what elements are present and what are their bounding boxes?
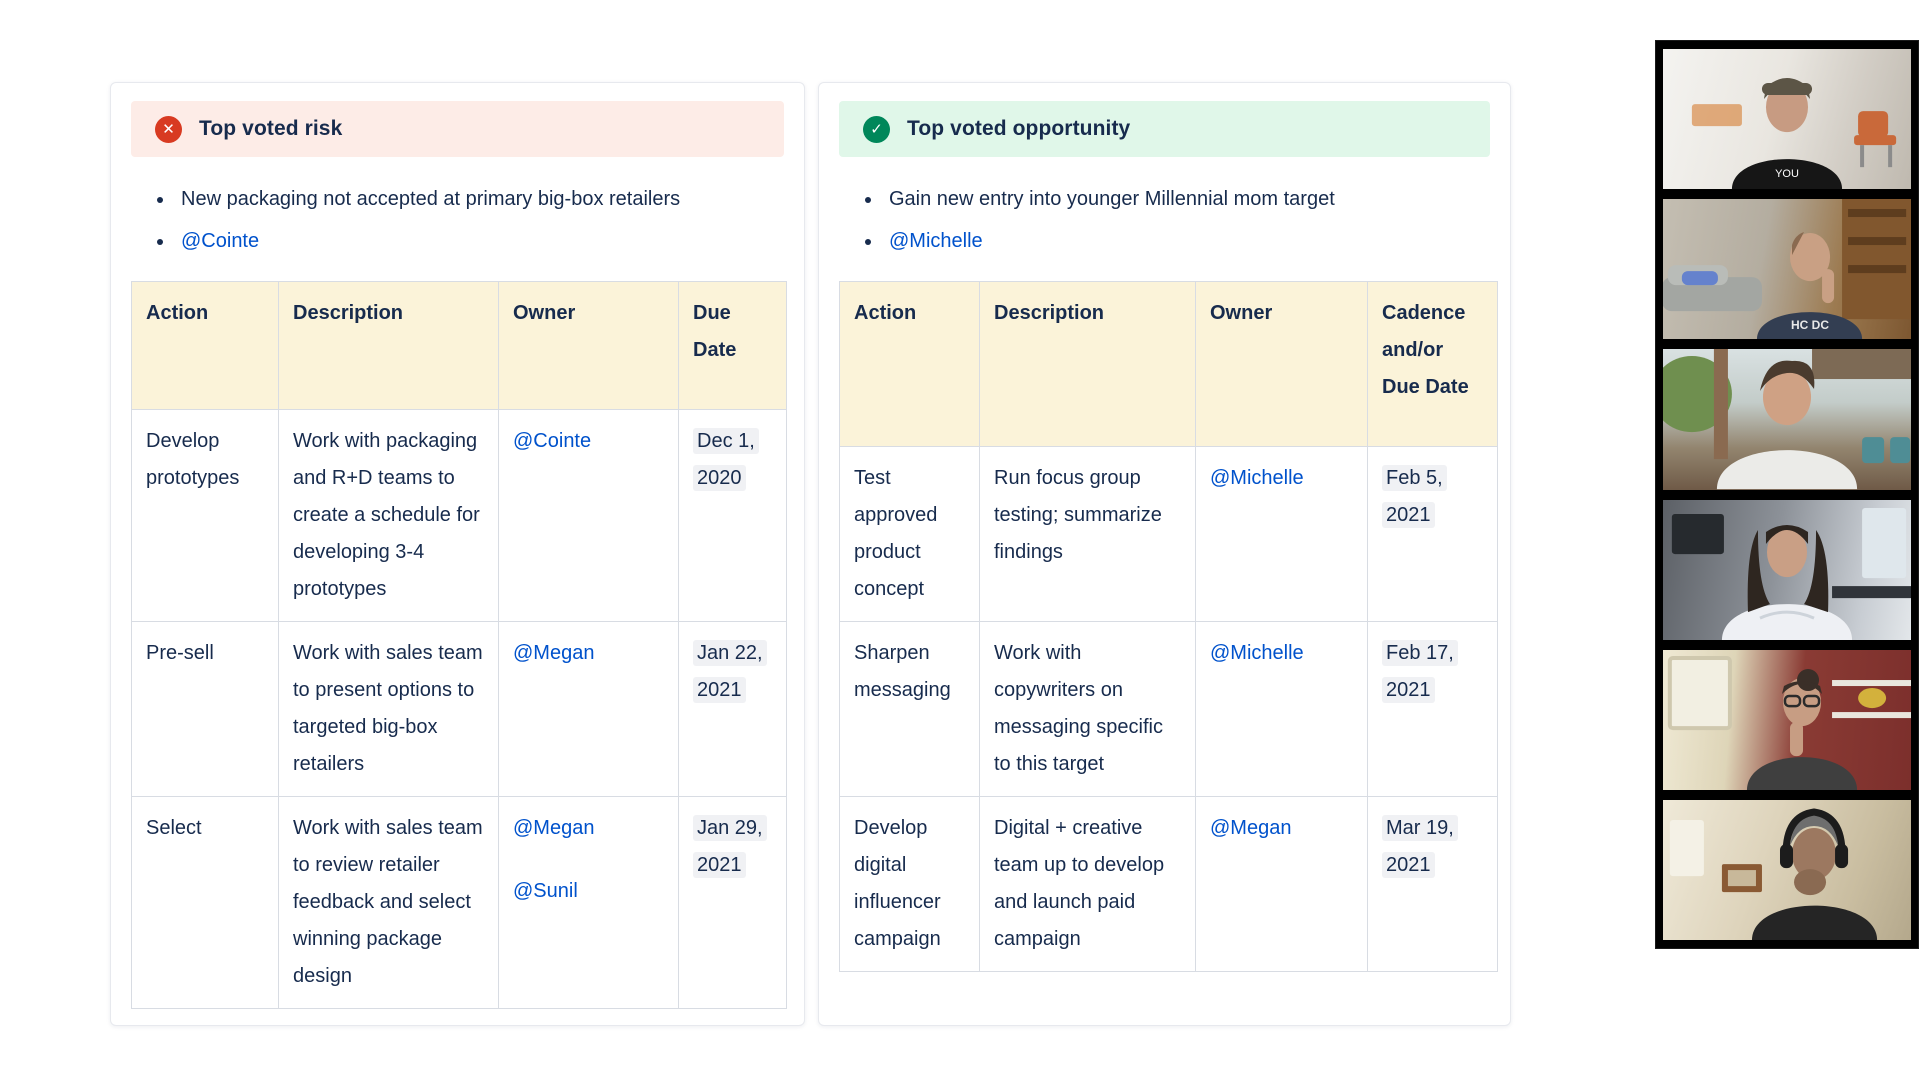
participant-video-4[interactable] <box>1663 500 1911 640</box>
opportunity-bullet-list <box>883 183 1490 258</box>
opportunity-panel <box>818 82 1511 1026</box>
description-cell: Work with packaging and R+D teams to create a schedule for developing 3-4 prototypes <box>279 410 499 622</box>
participant-video-3[interactable] <box>1663 349 1911 489</box>
risk-panel <box>110 82 805 1026</box>
owner-cell <box>1196 447 1368 622</box>
table-header-row <box>132 282 787 410</box>
description-cell: Run focus group testing; summarize findings <box>980 447 1196 622</box>
risk-banner-title: Top voted risk <box>199 117 343 140</box>
description-cell: Digital + creative team up to develop and launch paid campaign <box>980 797 1196 972</box>
action-cell: Select <box>132 797 279 1009</box>
table-row <box>840 622 1498 797</box>
column-header-cadence-due-date: Cadence and/or Due Date <box>1368 282 1498 447</box>
opportunity-banner <box>839 101 1490 157</box>
column-header-due-date: Due Date <box>679 282 787 410</box>
mention-link-michelle[interactable]: @Michelle <box>1210 467 1304 489</box>
participant-video-2[interactable] <box>1663 199 1911 339</box>
column-header-description: Description <box>980 282 1196 447</box>
participant-video-1[interactable] <box>1663 49 1911 189</box>
mention-link-megan[interactable]: @Megan <box>513 817 595 839</box>
list-item <box>883 225 1490 258</box>
risk-banner <box>131 101 784 157</box>
participant-silhouette <box>1663 349 1911 489</box>
column-header-owner: Owner <box>1196 282 1368 447</box>
owner-cell <box>499 410 679 622</box>
participant-silhouette <box>1663 800 1911 940</box>
table-row <box>840 447 1498 622</box>
owner-cell <box>1196 622 1368 797</box>
participant-silhouette <box>1663 199 1911 339</box>
table-row <box>132 622 787 797</box>
participant-silhouette <box>1663 500 1911 640</box>
mention-link-megan[interactable]: @Megan <box>513 642 595 664</box>
mention-link-cointe[interactable]: @Cointe <box>181 230 260 252</box>
risk-actions-table <box>131 281 787 1009</box>
column-header-action: Action <box>132 282 279 410</box>
date-lozenge[interactable]: Feb 17, 2021 <box>1382 640 1458 703</box>
date-lozenge[interactable]: Dec 1, 2020 <box>693 428 759 491</box>
participant-video-5[interactable] <box>1663 650 1911 790</box>
participant-silhouette <box>1663 49 1911 189</box>
date-lozenge[interactable]: Feb 5, 2021 <box>1382 465 1447 528</box>
shirt-text: HC DC <box>1791 318 1830 333</box>
description-cell: Work with copywriters on messaging specific to this target <box>980 622 1196 797</box>
column-header-action: Action <box>840 282 980 447</box>
description-cell: Work with sales team to present options to targeted big-box retailers <box>279 622 499 797</box>
due-date-cell <box>1368 797 1498 972</box>
owner-cell <box>499 797 679 1009</box>
due-date-cell <box>679 622 787 797</box>
table-row <box>132 797 787 1009</box>
shirt-text: YOU <box>1775 168 1799 181</box>
due-date-cell <box>1368 622 1498 797</box>
action-cell: Develop digital influencer campaign <box>840 797 980 972</box>
due-date-cell <box>679 797 787 1009</box>
description-cell: Work with sales team to review retailer feedback and select winning package design <box>279 797 499 1009</box>
action-cell: Sharpen messaging <box>840 622 980 797</box>
table-header-row <box>840 282 1498 447</box>
video-call-strip <box>1655 40 1919 949</box>
column-header-owner: Owner <box>499 282 679 410</box>
list-item <box>175 225 784 258</box>
risk-bullet-text: • New packaging not accepted at primary big-box retailers <box>175 183 784 216</box>
participant-video-6[interactable] <box>1663 800 1911 940</box>
table-row <box>132 410 787 622</box>
action-cell: Test approved product concept <box>840 447 980 622</box>
error-icon: ✕ <box>155 116 182 143</box>
opportunity-banner-title: Top voted opportunity <box>907 117 1131 140</box>
column-header-description: Description <box>279 282 499 410</box>
mention-link-sunil[interactable]: @Sunil <box>513 880 578 902</box>
owner-cell <box>1196 797 1368 972</box>
action-cell: Pre-sell <box>132 622 279 797</box>
risk-bullet-list <box>175 183 784 258</box>
success-icon: ✓ <box>863 116 890 143</box>
mention-link-michelle[interactable]: @Michelle <box>889 230 983 252</box>
mention-link-michelle[interactable]: @Michelle <box>1210 642 1304 664</box>
date-lozenge[interactable]: Jan 22, 2021 <box>693 640 767 703</box>
mention-link-megan[interactable]: @Megan <box>1210 817 1292 839</box>
opportunity-bullet-text: • Gain new entry into younger Millennial mom target <box>883 183 1490 216</box>
date-lozenge[interactable]: Jan 29, 2021 <box>693 815 767 878</box>
table-row <box>840 797 1498 972</box>
opportunity-actions-table <box>839 281 1498 972</box>
date-lozenge[interactable]: Mar 19, 2021 <box>1382 815 1458 878</box>
owner-cell <box>499 622 679 797</box>
participant-silhouette <box>1663 650 1911 790</box>
action-cell: Develop prototypes <box>132 410 279 622</box>
due-date-cell <box>1368 447 1498 622</box>
due-date-cell <box>679 410 787 622</box>
mention-link-cointe[interactable]: @Cointe <box>513 430 592 452</box>
